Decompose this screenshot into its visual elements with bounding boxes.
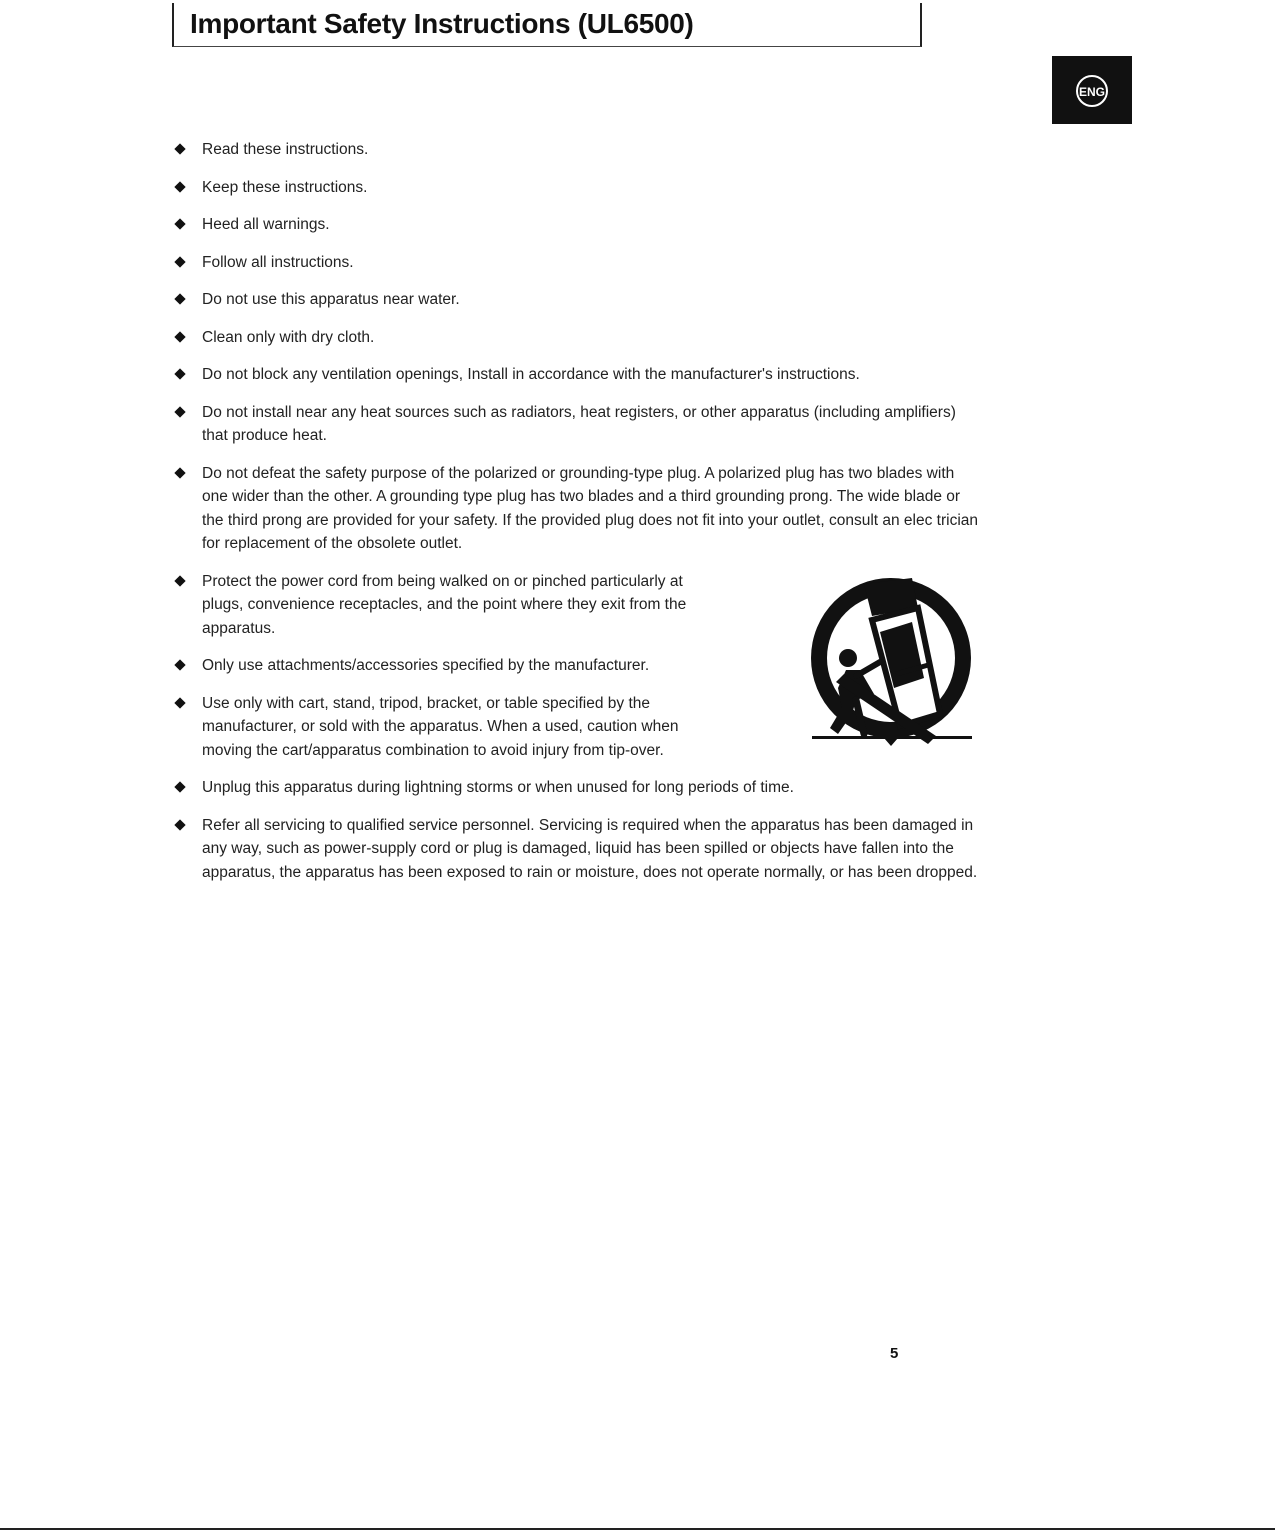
list-item: Do not use this apparatus near water. — [172, 288, 982, 312]
list-item: Only use attachments/accessories specified by the manufacturer. — [172, 654, 722, 678]
safety-instruction-list — [172, 138, 982, 898]
list-item: Read these instructions. — [172, 138, 982, 162]
bullet-diamond-icon — [174, 143, 185, 154]
list-item: Heed all warnings. — [172, 213, 982, 237]
bullet-diamond-icon — [174, 293, 185, 304]
list-item: Keep these instructions. — [172, 176, 982, 200]
bullet-diamond-icon — [174, 331, 185, 342]
list-item: Use only with cart, stand, tripod, bracket, or table specified by the manufacturer, or sold with the apparatus. When a used, caution when moving the cart/apparatus combination to avoid injury from tip-over. — [172, 692, 722, 763]
bullet-diamond-icon — [174, 406, 185, 417]
list-item: Do not block any ventilation openings, Install in accordance with the manufacturer's instructions. — [172, 363, 982, 387]
page-title: Important Safety Instructions (UL6500) — [190, 8, 694, 39]
page-number: 5 — [890, 1345, 899, 1362]
language-badge-icon — [1074, 73, 1110, 109]
bullet-diamond-icon — [174, 659, 185, 670]
list-item: Refer all servicing to qualified service personnel. Servicing is required when the apparatus has been damaged in any way, such as power-supply cord or plug is damaged, liquid has been spilled or objects have fallen into the apparatus, the apparatus has been exposed to rain or moisture, does not operate normally, or has been dropped. — [172, 814, 982, 885]
language-tab — [1052, 56, 1132, 124]
list-item: Clean only with dry cloth. — [172, 326, 982, 350]
list-item: Do not install near any heat sources such as radiators, heat registers, or other apparatus (including amplifiers) that produce heat. — [172, 401, 982, 448]
bullet-diamond-icon — [174, 697, 185, 708]
bottom-divider — [0, 1528, 1275, 1530]
list-item: Do not defeat the safety purpose of the polarized or grounding-type plug. A polarized plug has two blades with one wider than the other. A grounding type plug has two blades and a third grounding prong. The wide blade or the third prong are provided for your safety. If the provided plug does not fit into your outlet, consult an elec trician for replacement of the obsolete outlet. — [172, 462, 982, 556]
list-item: Unplug this apparatus during lightning storms or when unused for long periods of time. — [172, 776, 982, 800]
bullet-diamond-icon — [174, 368, 185, 379]
language-badge-label: ENG — [1078, 85, 1106, 99]
cart-tip-over-figure — [808, 566, 974, 761]
bullet-diamond-icon — [174, 467, 185, 478]
bullet-diamond-icon — [174, 575, 185, 586]
cart-tip-over-warning-icon — [808, 566, 974, 756]
list-item: Follow all instructions. — [172, 251, 982, 275]
list-item: Protect the power cord from being walked on or pinched particularly at plugs, convenience receptacles, and the point where they exit from the apparatus. — [172, 570, 722, 641]
bullet-diamond-icon — [174, 819, 185, 830]
bullet-diamond-icon — [174, 256, 185, 267]
bullet-diamond-icon — [174, 181, 185, 192]
bullet-diamond-icon — [174, 218, 185, 229]
bullet-diamond-icon — [174, 781, 185, 792]
